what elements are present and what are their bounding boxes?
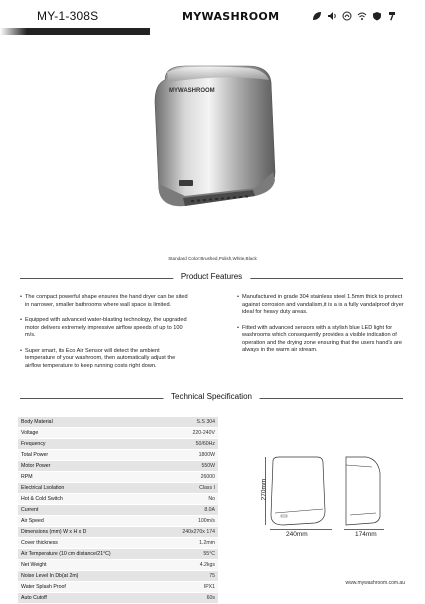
spec-value: 55°C [203, 551, 215, 557]
website-url: www.mywashroom.com.au [345, 580, 405, 586]
spec-value: S.S 304 [196, 419, 215, 425]
feature-item: • Fitted with advanced sensors with a stylish blue LED light for washrooms which consequently provides a visible indication of operation and the drying zone ensuring that the users hand's are always in the warm air stream. [237, 325, 407, 355]
spec-value: 4.2kgs [199, 562, 215, 568]
spec-row [18, 494, 218, 505]
spec-label: Electrical Lsolation [21, 485, 65, 491]
features-left-column [20, 294, 190, 378]
spec-label: Total Power [21, 452, 49, 458]
spec-label: Air Temperature (10 cm distance/21°C) [21, 551, 111, 557]
hand-dry-icon [342, 11, 352, 21]
spec-value: 100m/s [197, 518, 215, 524]
spec-value: 1.2mm [199, 540, 215, 546]
volume-icon [327, 11, 337, 21]
spec-row [18, 483, 218, 494]
feature-item: • Manufactured in grade 304 stainless steel 1.5mm thick to protect against corrosion and vandalism,it is a is a fully vandalproof dryer ideal for heavy duty areas. [237, 294, 407, 317]
spec-row [18, 461, 218, 472]
spec-row [18, 439, 218, 450]
spec-value: IPX1 [203, 584, 215, 590]
brand-name: MYWASHROOM [182, 10, 280, 23]
spec-label: Net Weight [21, 562, 47, 568]
feature-item: • Equipped with advanced water-blasting technology, the upgraded motor delivers extremely impressive airflow speeds of up to 100 m/s. [20, 317, 190, 340]
width-dimension-line [270, 529, 332, 530]
spec-row [18, 549, 218, 560]
spec-label: Dimensions (mm) W x H x D [21, 529, 87, 535]
spec-value: 75 [209, 573, 215, 579]
features-right-column [237, 294, 407, 363]
depth-dimension-line [344, 529, 384, 530]
spec-value: 8.0A [204, 507, 215, 513]
wifi-sensor-icon [357, 11, 367, 21]
color-caption: Standard Color:Brushed,Polish,White,Black [168, 256, 257, 261]
spec-value: 50/60Hz [195, 441, 215, 447]
spec-value: 1800W [198, 452, 215, 458]
leaf-icon [312, 11, 322, 21]
dryer-logo: MYWASHROOM [169, 88, 215, 94]
height-dimension: 270mm [260, 478, 268, 501]
feature-item: • The compact powerful shape ensures the hand dryer can be sited in narrower, smaller bathrooms where wall space is limited. [20, 294, 190, 309]
spec-label: Water Splash Proof [21, 584, 66, 590]
depth-dimension: 174mm [355, 531, 377, 538]
feature-icons [312, 11, 397, 21]
spec-value: 220-240V [192, 430, 215, 436]
spec-label: Auto Cutoff [21, 595, 47, 601]
header-bar [0, 28, 150, 35]
shield-icon [372, 11, 382, 21]
spec-row [18, 505, 218, 516]
spec-value: 26000 [200, 474, 215, 480]
spec-label: Body Material [21, 419, 53, 425]
spec-label: Noise Level In Db(at 2m) [21, 573, 79, 579]
spec-label: Motor Power [21, 463, 51, 469]
spec-value: Class I [199, 485, 215, 491]
spec-label: Cover thickness [21, 540, 58, 546]
width-dimension: 240mm [286, 531, 308, 538]
spec-row [18, 538, 218, 549]
model-number: MY-1-308S [37, 9, 99, 23]
spec-row [18, 428, 218, 439]
specs-title: Technical Specification [163, 392, 260, 401]
spec-value: 60s [206, 595, 215, 601]
hand-dryer-photo [145, 62, 285, 222]
spec-row [18, 450, 218, 461]
spec-row [18, 582, 218, 593]
front-view-drawing [263, 455, 333, 527]
spec-label: Frequency [21, 441, 46, 447]
specs-heading [20, 393, 403, 405]
spec-row [18, 417, 218, 428]
spec-value: No [208, 496, 215, 502]
spec-table [18, 417, 218, 604]
side-view-drawing [342, 455, 384, 527]
spec-label: Hot & Cold Switch [21, 496, 63, 502]
features-title: Product Features [173, 272, 250, 281]
spec-value: 240x270x 174 [182, 529, 215, 535]
spec-row [18, 571, 218, 582]
spec-row [18, 516, 218, 527]
hammer-icon [387, 11, 397, 21]
spec-value: 550W [201, 463, 215, 469]
spec-row [18, 472, 218, 483]
spec-label: RPM [21, 474, 33, 480]
features-heading [20, 273, 403, 285]
spec-row [18, 527, 218, 538]
feature-item: • Super smart, its Eco Air Sensor will detect the ambient temperature of your washroom, then automatically adjust the airflow temperature to keep running costs right down. [20, 348, 190, 371]
spec-label: Air Speed [21, 518, 44, 524]
spec-row [18, 593, 218, 604]
spec-row [18, 560, 218, 571]
spec-label: Voltage [21, 430, 39, 436]
spec-label: Current [21, 507, 39, 513]
